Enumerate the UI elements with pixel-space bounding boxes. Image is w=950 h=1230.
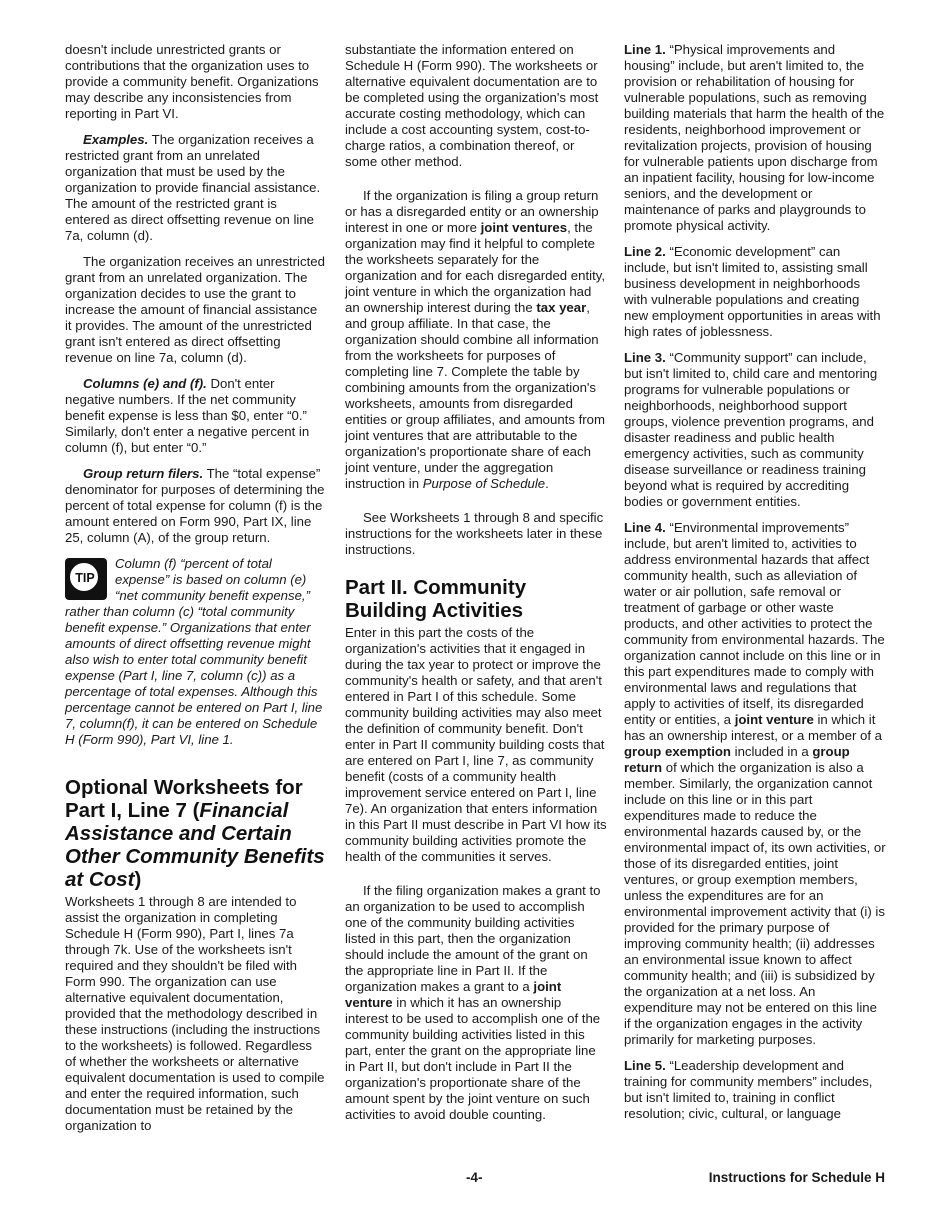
group-return-text: The “total expense” denominator for purposes of determining the percent of total expense for column (f) is the amount entered on Form 990, Part IX, line 25, column (A), of the group return. — [65, 466, 325, 545]
heading-pre: Optional Worksheets for Part I, Line 7 ( — [65, 776, 303, 822]
tip-badge-label: TIP — [75, 571, 95, 585]
heading-italic: Financial Assistance and Certain Other Community Benefits at Cost — [65, 799, 325, 891]
line-3-paragraph: Line 3. “Community support” can include, but isn't limited to, child care and mentoring programs for vulnerable populations or neighborhoods, neighborhood support groups, violence prevention programs, and disaster readiness and public health emergency activities, such as community disease surveillance or readiness training beyond what is required by accrediting bodies or government entities. — [624, 350, 878, 509]
examples-text: The organization receives a restricted grant from an unrelated organization that must be used by the organization to provide financial assistance. The amount of the restricted grant is entered as direct offsetting revenue on line 7a, column (d). — [65, 132, 321, 243]
line-1-label: Line 1. — [624, 42, 666, 57]
paragraph-group-return — [65, 466, 325, 546]
footer-title: Instructions for Schedule H — [708, 1170, 885, 1185]
paragraph-examples — [65, 132, 325, 244]
line-4-paragraph: Line 4. “Environmental improvements” include, but aren't limited to, activities to address environmental hazards that affect community health, such as alleviation of water or air pollution, safe removal or treatment of garbage or other waste products, and other activities to protect the community from environmental hazards. The organization cannot include on this line or in this part expenditures made to comply with environmental laws and regulations that apply to activities of itself, its disregarded entity or entities, a joint venture in which it has an ownership interest, or a member of a group exemption included in a group return of which the organization is also a member. Similarly, the organization cannot include on this line or in this part expenditures made to reduce the environmental hazards caused by, or the environmental impact of, its own activities, or those of its disregarded entities, joint ventures, or group exemption members, unless the expenditures are for an environmental improvement activity that (i) is provided for the primary purpose of improving community health; (ii) addresses an environmental issue known to affect community health; and (iii) is subsidized by the organization at a net loss. An expenditure may not be entered on this line if the organization engages in the activity primarily for marketing purposes. — [624, 520, 886, 1047]
paragraph-grant: If the filing organization makes a grant to an organization to be used to accomplish one of the community building activities listed in this part, then the organization should include the amount of the grant on the appropriate line in Part II. If the organization makes a grant to a joint venture in which it has an ownership interest to be used to accomplish one of the community building activities listed in this part, enter the grant on the appropriate line in Part II, but don't include in Part II the organization's proportionate share of the amount spent by the joint venture on such activities to avoid double counting. — [345, 883, 601, 1122]
line-4-label: Line 4. — [624, 520, 666, 535]
column-2 — [345, 42, 607, 1133]
paragraph-examples-2: The organization receives an unrestricted grant from an unrelated organization. The organization decides to use the grant to increase the amount of financial assistance it provides. The amount of the unrestricted grant isn't entered as direct offsetting revenue on line 7a, column (d). — [65, 254, 325, 365]
heading-post: ) — [134, 868, 142, 891]
tip-icon — [65, 558, 107, 602]
paragraph-continued: substantiate the information entered on Schedule H (Form 990). The worksheets or alternative equivalent documentation are to be completed using the organization's most accurate costing methodology, which can include a cost accounting system, cost-to-charge ratios, a combination thereof, or some other method. — [345, 42, 599, 169]
page-number: -4- — [466, 1170, 483, 1185]
column-3 — [624, 42, 886, 1132]
tip-box — [65, 556, 325, 748]
paragraph-columns-ef — [65, 376, 325, 456]
paragraph-intro: doesn't include unrestricted grants or contributions that the organization uses to provide a community benefit. Organizations may describe any inconsistencies from reporting in Part VI. — [65, 42, 319, 121]
heading-optional-worksheets — [65, 776, 325, 891]
tip-text: Column (f) “percent of total expense” is based on column (e) “net community benefit expense,” rather than column (c) “total community benefit expense.” Organizations that enter amounts of direct offsetting revenue might also wish to enter total community benefit expense (Part I, line 7, column (c)) as a percentage of total expenses. Although this percentage cannot be entered on Part I, line 7, column(f), it can be entered on Schedule H (Form 990), Part VI, line 1. — [65, 556, 323, 747]
group-return-lead: Group return filers. — [83, 466, 204, 481]
line-3-label: Line 3. — [624, 350, 666, 365]
paragraph-worksheets: Worksheets 1 through 8 are intended to assist the organization in completing Schedule H (Form 990), Part I, lines 7a through 7k. Use of the worksheets isn't required and they shouldn't be filed with Form 990. The organization can use alternative equivalent documentation, provided that the methodology described in these instructions (including the instructions to the worksheets) is followed. Regardless of whether the worksheets or alternative equivalent documentation is used to compile and enter the required information, such documentation must be retained by the organization to — [65, 894, 325, 1133]
columns-ef-lead: Columns (e) and (f). — [83, 376, 207, 391]
column-1 — [65, 42, 325, 1144]
line-2-paragraph: Line 2. “Economic development” can include, but isn't limited to, assisting small business development in neighborhoods with vulnerable populations and creating new employment opportunities in areas with high rates of joblessness. — [624, 244, 881, 339]
paragraph-group-filing: If the organization is filing a group return or has a disregarded entity or an ownership interest in one or more joint ventures, the organization may find it helpful to complete the worksheets separately for the organization and for each disregarded entity, joint venture in which the organization had an ownership interest during the tax year, and group affiliate. In that case, the organization should combine all information from the worksheets for purposes of completing line 7. Complete the table by combining amounts from the organization's worksheets, amounts from disregarded entities or group affiliates, and amounts from joint ventures that are attributable to the organization's proportionate share of each joint venture, under the aggregation instruction in Purpose of Schedule. — [345, 188, 606, 491]
line-5-label: Line 5. — [624, 1058, 666, 1073]
line-1-paragraph: Line 1. “Physical improvements and housing” include, but aren't limited to, the provision or rehabilitation of housing for vulnerable populations, such as removing building materials that harm the health of the residents, neighborhood improvement or revitalization projects, provision of housing for vulnerable patients upon discharge from an inpatient facility, housing for low-income seniors, and the development or maintenance of parks and playgrounds to promote physical activity. — [624, 42, 885, 233]
heading-part-ii: Part II. Community Building Activities — [345, 576, 527, 622]
columns-ef-text: Don't enter negative numbers. If the net community benefit expense is less than $0, enter “0.” Similarly, don't enter a negative percent in column (f), but enter “0.” — [65, 376, 310, 455]
line-2-label: Line 2. — [624, 244, 666, 259]
paragraph-see-worksheets: See Worksheets 1 through 8 and specific instructions for the worksheets later in these instructions. — [345, 510, 604, 557]
paragraph-part-ii-enter: Enter in this part the costs of the organization's activities that it engaged in during the tax year to protect or improve the community's health or safety, and that aren't entered in Part I of this schedule. Some community building activities may also meet the definition of community benefit. Don't enter in Part II community building costs that are entered on Part I, line 7, as community benefit (costs of a community health improvement service entered on Part I, line 7e). An organization that enters information in this Part II must describe in Part VI how its community building activities promote the health of the communities it serves. — [345, 625, 607, 864]
examples-lead: Examples. — [83, 132, 149, 147]
line-5-paragraph: Line 5. “Leadership development and training for community members” includes, but isn't limited to, training in conflict resolution; civic, cultural, or language — [624, 1058, 873, 1121]
